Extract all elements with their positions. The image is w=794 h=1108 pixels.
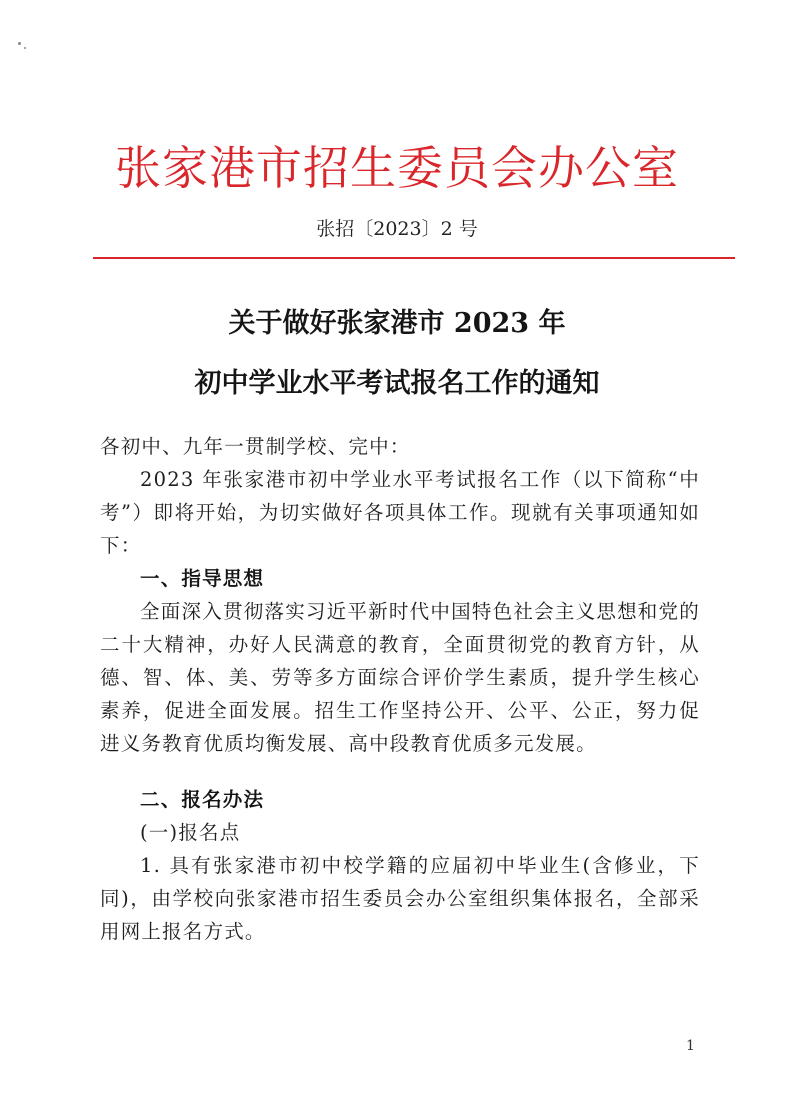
subsection-1-block [100,849,700,948]
document-number: 张招〔2023〕2 号 [316,218,478,240]
section-1-block [100,595,700,760]
scan-speck [18,42,21,45]
page-number: 1 [686,1038,695,1054]
intro-paragraph: 2023 年张家港市初中学业水平考试报名工作（以下简称“中考”）即将开始，为切实做好各项具体工作。现就有关事项通知如下： [100,468,700,557]
subsection-1-heading: (一)报名点 [140,821,241,844]
section-1-paragraph: 全面深入贯彻落实习近平新时代中国特色社会主义思想和党的二十大精神，办好人民满意的教育，全面贯彻党的教育方针，从德、智、体、美、劳等多方面综合评价学生素质，提升学生核心素养，促进全面发展。招生工作坚持公开、公平、公正，努力促进义务教育优质均衡发展、高中段教育优质多元发展。 [100,600,700,755]
red-divider-line [93,257,735,259]
section-1-heading: 一、指导思想 [140,567,265,590]
subsection-1-item-1: 1. 具有张家港市初中校学籍的应届初中毕业生(含修业，下同)，由学校向张家港市招生委员会办公室组织集体报名，全部采用网上报名方式。 [100,854,700,943]
intro-block [100,463,700,562]
issuer-title: 张家港市招生委员会办公室 [115,141,679,195]
notice-title-line-2: 初中学业水平考试报名工作的通知 [194,368,600,399]
addressee: 各初中、九年一贯制学校、完中： [100,435,411,458]
section-2-heading: 二、报名办法 [140,788,265,811]
scan-speck [24,47,26,49]
notice-title-line-1: 关于做好张家港市 2023 年 [228,308,566,339]
